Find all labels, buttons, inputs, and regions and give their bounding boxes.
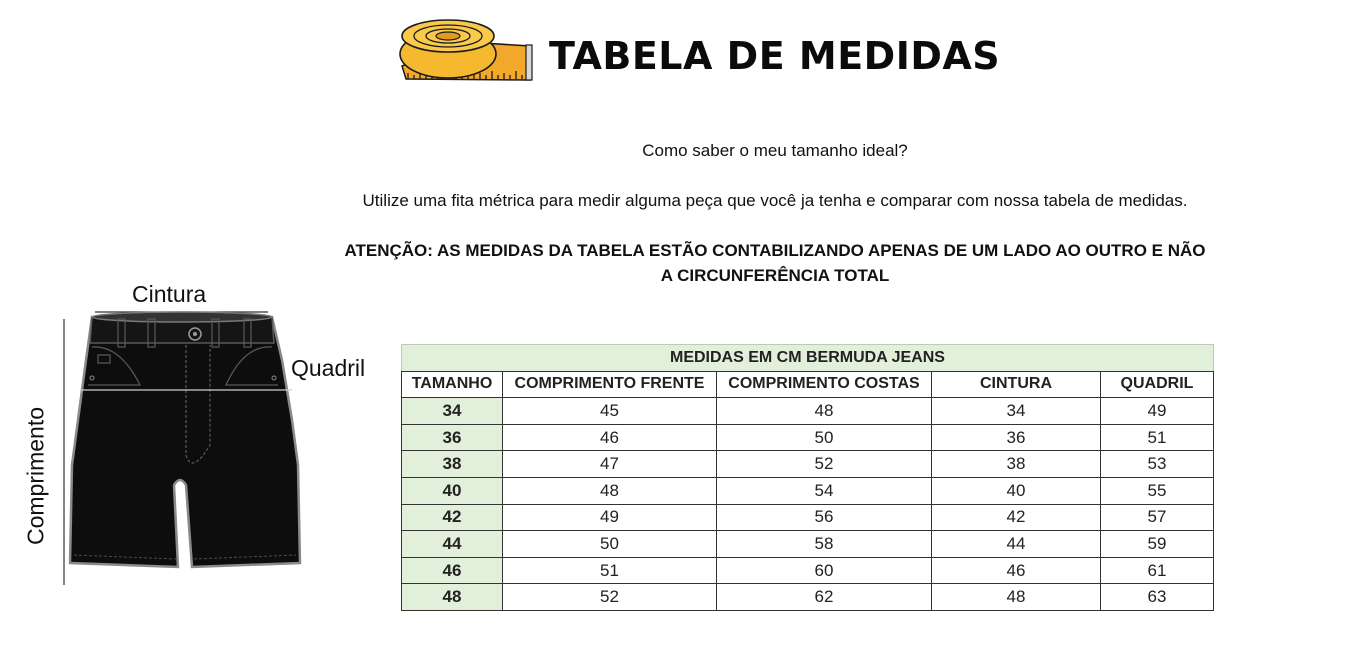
table-cell: 38 [932,451,1101,478]
column-header: TAMANHO [402,371,503,398]
waist-label: Cintura [132,281,207,307]
size-cell: 46 [402,557,503,584]
table-cell: 51 [1101,424,1214,451]
table-caption-row [402,345,1214,372]
table-header-row [402,371,1214,398]
table-cell: 42 [932,504,1101,531]
table-cell: 47 [503,451,717,478]
table-cell: 46 [932,557,1101,584]
table-cell: 49 [503,504,717,531]
table-cell: 62 [717,584,932,611]
denim-shorts-icon [60,305,310,590]
table-row [402,477,1214,504]
column-header: QUADRIL [1101,371,1214,398]
measuring-tape-icon [398,16,533,84]
size-cell: 34 [402,398,503,425]
table-cell: 50 [503,531,717,558]
size-cell: 44 [402,531,503,558]
table-row [402,451,1214,478]
table-row [402,424,1214,451]
table-cell: 48 [932,584,1101,611]
table-cell: 63 [1101,584,1214,611]
table-cell: 59 [1101,531,1214,558]
table-row [402,584,1214,611]
table-row [402,504,1214,531]
size-cell: 38 [402,451,503,478]
size-cell: 48 [402,584,503,611]
table-cell: 52 [503,584,717,611]
column-header: COMPRIMENTO FRENTE [503,371,717,398]
table-cell: 57 [1101,504,1214,531]
table-cell: 40 [932,477,1101,504]
size-cell: 36 [402,424,503,451]
table-cell: 50 [717,424,932,451]
size-cell: 40 [402,477,503,504]
column-header: CINTURA [932,371,1101,398]
table-cell: 48 [503,477,717,504]
size-table [401,344,1214,611]
table-row [402,531,1214,558]
table-cell: 61 [1101,557,1214,584]
size-question: Como saber o meu tamanho ideal? [642,141,908,160]
length-label: Comprimento [22,406,49,546]
table-cell: 44 [932,531,1101,558]
table-cell: 58 [717,531,932,558]
table-cell: 36 [932,424,1101,451]
table-cell: 46 [503,424,717,451]
table-cell: 55 [1101,477,1214,504]
table-cell: 51 [503,557,717,584]
page-title: TABELA DE MEDIDAS [549,34,1001,78]
table-cell: 56 [717,504,932,531]
measuring-instruction: Utilize uma fita métrica para medir alguma peça que você ja tenha e comparar com nossa tabela de medidas. [362,191,1188,210]
table-cell: 45 [503,398,717,425]
size-cell: 42 [402,504,503,531]
table-cell: 54 [717,477,932,504]
table-caption: MEDIDAS EM CM BERMUDA JEANS [402,345,1214,372]
table-cell: 60 [717,557,932,584]
measurement-warning: ATENÇÃO: AS MEDIDAS DA TABELA ESTÃO CONTABILIZANDO APENAS DE UM LADO AO OUTRO E NÃO A CIRCUNFERÊNCIA TOTAL [344,241,1206,285]
column-header: COMPRIMENTO COSTAS [717,371,932,398]
table-cell: 52 [717,451,932,478]
table-cell: 53 [1101,451,1214,478]
hip-label: Quadril [291,355,366,381]
table-row [402,398,1214,425]
table-row [402,557,1214,584]
table-cell: 34 [932,398,1101,425]
table-cell: 48 [717,398,932,425]
table-cell: 49 [1101,398,1214,425]
